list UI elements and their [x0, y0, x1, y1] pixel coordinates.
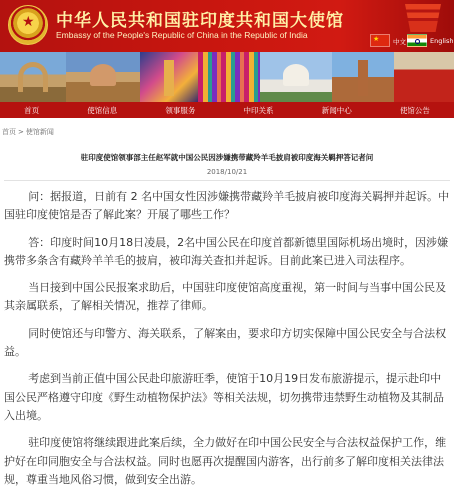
- breadcrumb-separator: >: [18, 128, 24, 136]
- nav-item-relations[interactable]: 中印关系: [243, 105, 274, 115]
- article-paragraph: 当日接到中国公民报案求助后，中国驻印度使馆高度重视，第一时间与当事中国公民及其亲属联系，了解相关情况，推荐了律师。: [4, 281, 447, 313]
- article-paragraph: 问：据报道，日前有 2 名中国女性因涉嫌携带藏羚羊毛披肩被印度海关羁押并起诉。中国驻印度使馆是否了解此案？开展了哪些工作？: [4, 190, 450, 222]
- breadcrumb-current[interactable]: 使馆新闻: [25, 128, 54, 136]
- photo-india-gate: [0, 52, 66, 102]
- header-banner: [0, 0, 454, 52]
- article-date: 2018/10/21: [206, 168, 248, 176]
- photo-red-fort: [66, 52, 140, 102]
- nav-item-news[interactable]: 新闻中心: [321, 105, 352, 115]
- article-paragraph: 驻印度使馆将继续跟进此案后续，全力做好在印中国公民安全与合法权益保护工作，维护好在印同胞安全与合法权益。同时也愿再次提醒国内游客，出行前多了解印度相关法律法规，尊重当地风俗习惯，做到安全出游。: [4, 436, 447, 486]
- main-navigation: [0, 102, 454, 118]
- article-paragraph: 答：印度时间10月18日凌晨，2名中国公民在印度首都新德里国际机场出境时，因涉嫌携带多条含有藏羚羊羊毛的披肩，被印海关查扣并起诉。目前此案已进入司法程序。: [4, 235, 449, 267]
- site-title-chinese: 中华人民共和国驻印度共和国大使馆: [56, 11, 344, 31]
- india-flag-icon[interactable]: [407, 34, 427, 47]
- nav-item-home[interactable]: 首页: [24, 105, 40, 115]
- language-link-english[interactable]: English: [430, 37, 454, 45]
- article-paragraph: 考虑到当前正值中国公民赴印旅游旺季，使馆于10月19日发布旅游提示，提示赴印中国公民严格遵守印度《野生动植物保护法》等相关法规，切勿携带违禁野生动植物及其制品入出境。: [4, 372, 444, 422]
- photo-taj-mahal: [260, 52, 332, 102]
- article-body: [4, 188, 450, 498]
- nav-item-consular[interactable]: 领事服务: [165, 105, 196, 115]
- china-pavilion-icon: [405, 4, 441, 32]
- breadcrumb-home-link[interactable]: 首页: [2, 128, 16, 136]
- national-emblem-icon: [8, 5, 48, 45]
- star-icon: ★: [22, 14, 35, 30]
- breadcrumb: [2, 127, 54, 137]
- article-title: 驻印度使馆领事部主任赵军就中国公民因涉嫌携带藏羚羊毛披肩被印度海关羁押答记者问: [80, 153, 374, 162]
- article-paragraph: 同时使馆还与印警方、海关联系，了解案由，要求印方切实保障中国公民安全与合法权益。: [4, 326, 447, 359]
- nav-item-embassy-info[interactable]: 使馆信息: [87, 105, 118, 115]
- site-title-english: Embassy of the People's Republic of China in the Republic of India: [56, 30, 308, 40]
- photo-china-pavilion: [394, 52, 454, 102]
- photo-qutub-minar: [332, 52, 394, 102]
- china-flag-icon[interactable]: ★: [370, 34, 390, 47]
- photo-temple: [140, 52, 198, 102]
- nav-item-notices[interactable]: 使馆公告: [399, 105, 430, 115]
- language-link-chinese[interactable]: 中文: [393, 38, 406, 46]
- photo-banner-strip: [0, 52, 454, 102]
- title-divider: [4, 180, 450, 181]
- photo-textiles: [198, 52, 260, 102]
